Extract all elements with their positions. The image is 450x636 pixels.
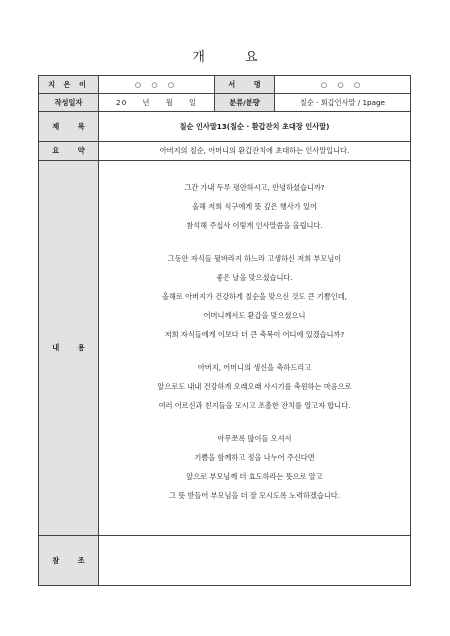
date-year: 20 bbox=[116, 97, 128, 107]
date-label: 작성일자 bbox=[39, 94, 99, 112]
content-paragraph bbox=[99, 249, 410, 344]
summary-row bbox=[39, 142, 411, 161]
content-line: 어머니께서도 환갑을 맞으셨으니 bbox=[203, 310, 306, 320]
content-line: 올해 저희 식구에게 뜻 깊은 행사가 있어 bbox=[192, 201, 317, 211]
content-line: 앞으로도 내내 건강하게 오래오래 사시기를 축원하는 마음으로 bbox=[157, 381, 352, 391]
content-paragraph bbox=[99, 429, 410, 505]
date-value bbox=[99, 94, 215, 112]
reference-value bbox=[99, 536, 411, 586]
content-body bbox=[99, 161, 411, 536]
content-line: 올해로 아버지가 건강하게 칠순을 맞으신 것도 큰 기쁨인데, bbox=[162, 291, 347, 301]
content-line: 아무쪼록 많이들 오셔서 bbox=[217, 433, 292, 443]
content-line: 참석해 주십사 이렇게 인사말씀을 올립니다. bbox=[186, 220, 323, 230]
date-year-unit: 년 bbox=[142, 97, 151, 107]
document-title: 개 요 bbox=[192, 50, 276, 65]
date-row bbox=[39, 94, 411, 112]
content-line: 그간 가내 두루 평안하시고, 안녕하셨습니까? bbox=[184, 182, 325, 192]
subject-row bbox=[39, 112, 411, 142]
content-label: 내 용 bbox=[39, 161, 99, 536]
author-row bbox=[39, 76, 411, 94]
overview-form-table bbox=[38, 75, 411, 586]
content-line: 그동안 자식들 뒷바라지 하느라 고생하신 저희 부모님이 bbox=[167, 253, 342, 263]
summary-label: 요 약 bbox=[39, 142, 99, 161]
content-line: 여러 어르신과 친지들을 모시고 조촐한 잔치를 열고자 합니다. bbox=[158, 400, 351, 410]
author-value: ○ ○ ○ bbox=[99, 76, 215, 94]
date-month-unit: 월 bbox=[165, 97, 174, 107]
writer-value: ○ ○ ○ bbox=[275, 76, 411, 94]
subject-value: 칠순 인사말13(칠순 · 환갑잔치 초대장 인사말) bbox=[99, 112, 411, 142]
content-line: 좋은 날을 맞으셨습니다. bbox=[216, 272, 293, 282]
content-line: 그 뜻 받들어 부모님을 더 잘 모시도록 노력하겠습니다. bbox=[168, 490, 341, 500]
content-paragraph bbox=[99, 358, 410, 415]
reference-label: 참 조 bbox=[39, 536, 99, 586]
content-line: 저희 자식들에게 이보다 더 큰 축복이 어디에 있겠습니까? bbox=[164, 329, 345, 339]
content-paragraph bbox=[99, 178, 410, 235]
content-line: 기쁨을 함께하고 정을 나누어 주신다면 bbox=[194, 452, 315, 462]
category-value: 칠순 · 회갑인사말 / 1page bbox=[275, 94, 411, 112]
author-label: 지 은 이 bbox=[39, 76, 99, 94]
subject-label: 제 목 bbox=[39, 112, 99, 142]
writer-label: 서 명 bbox=[215, 76, 275, 94]
category-label: 분류/분량 bbox=[215, 94, 275, 112]
content-row bbox=[39, 161, 411, 536]
content-line: 앞으로 부모님께 더 효도하라는 뜻으로 알고 bbox=[186, 471, 323, 481]
date-day-unit: 일 bbox=[189, 97, 197, 107]
reference-row bbox=[39, 536, 411, 586]
content-line: 아버지, 어머니의 생신을 축하드리고 bbox=[197, 362, 312, 372]
summary-value: 아버지의 칠순, 어머니의 환갑잔치에 초대하는 인사말입니다. bbox=[99, 142, 411, 161]
